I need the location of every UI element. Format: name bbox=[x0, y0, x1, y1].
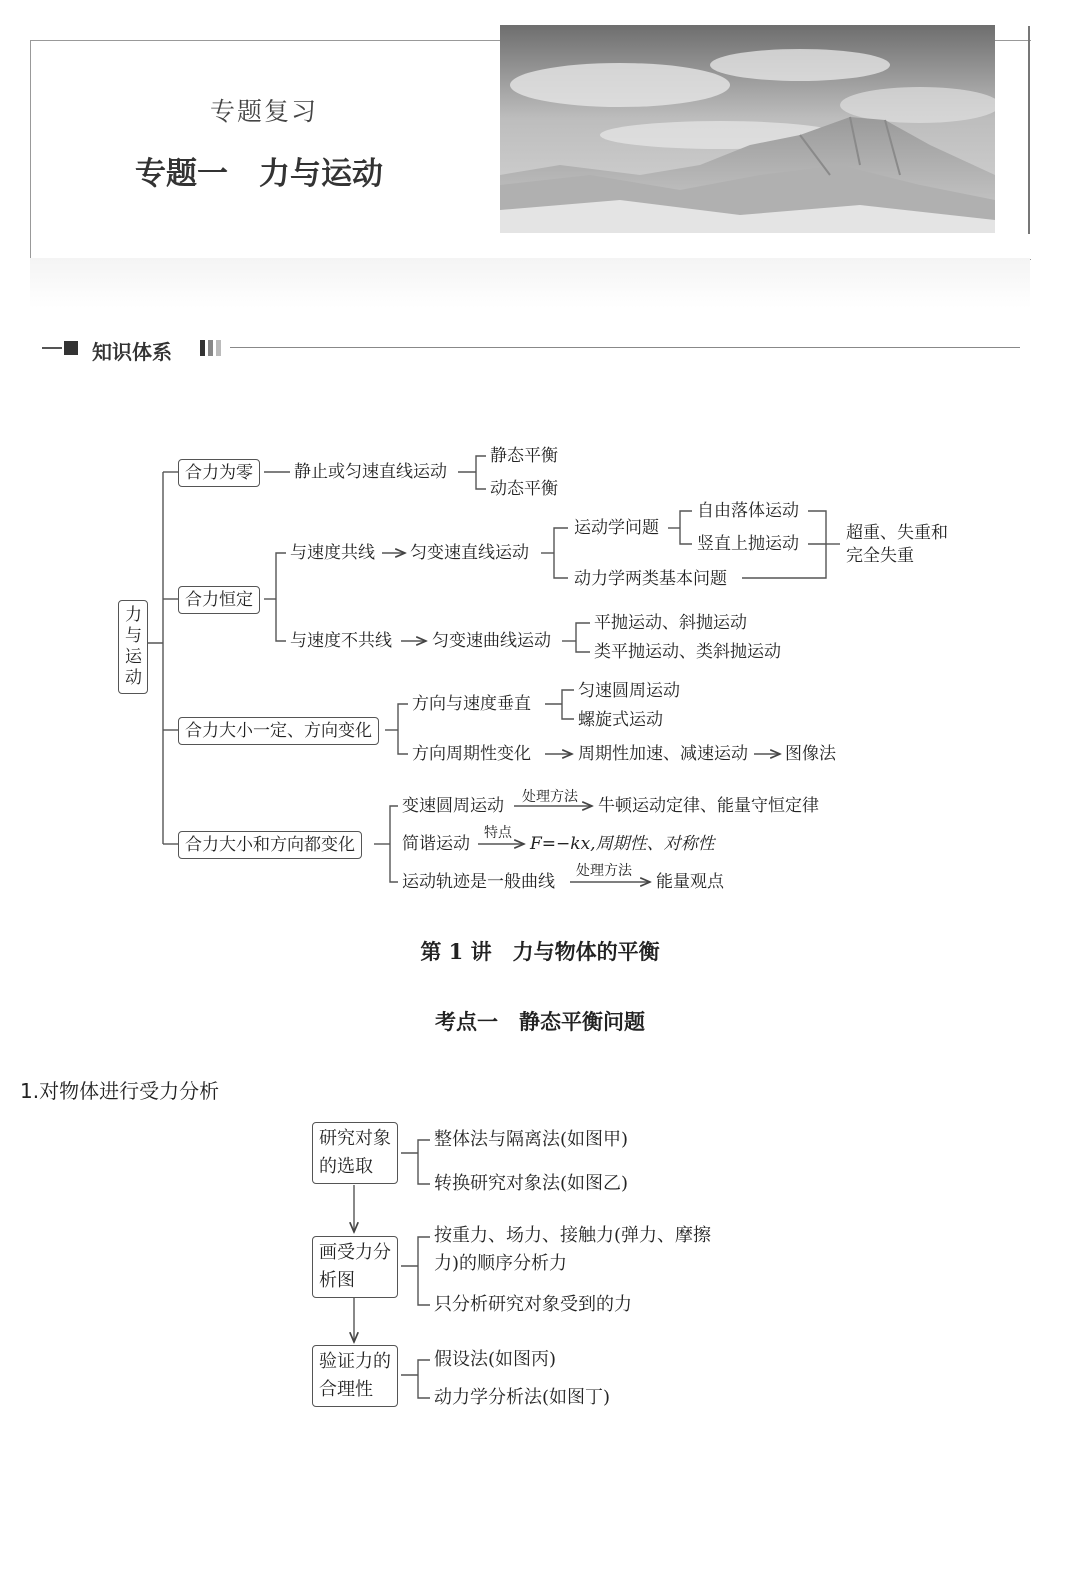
node-general-curve-trajectory: 运动轨迹是一般曲线 bbox=[402, 872, 555, 892]
node-hooke-periodic-symmetric: F=−kx,周期性、对称性 bbox=[530, 834, 715, 854]
node-kinematics-problem: 运动学问题 bbox=[574, 518, 659, 538]
point-heading: 1.对物体进行受力分析 bbox=[20, 1079, 220, 1103]
step-select-object: 研究对象的选取 bbox=[312, 1122, 398, 1184]
node-dynamics-two-problems: 动力学两类基本问题 bbox=[574, 569, 727, 589]
node-magnitude-fixed-direction-varies: 合力大小一定、方向变化 bbox=[178, 717, 379, 745]
node-uniform-accel-linear: 匀变速直线运动 bbox=[410, 543, 529, 563]
step3-dynamics-analysis: 动力学分析法(如图丁) bbox=[434, 1387, 611, 1408]
step2-only-received-forces: 只分析研究对象受到的力 bbox=[434, 1294, 632, 1315]
step1-transform-object: 转换研究对象法(如图乙) bbox=[434, 1173, 629, 1194]
node-static-or-uniform-motion: 静止或匀速直线运动 bbox=[294, 462, 447, 482]
topic-title: 考点一 静态平衡问题 bbox=[435, 1009, 645, 1034]
step2-force-order-line1: 按重力、场力、接触力(弹力、摩擦 bbox=[434, 1225, 712, 1246]
node-magnitude-direction-vary: 合力大小和方向都变化 bbox=[178, 831, 362, 859]
step-verify-forces: 验证力的合理性 bbox=[312, 1345, 398, 1407]
node-dynamic-equilibrium: 动态平衡 bbox=[490, 479, 558, 499]
node-collinear: 与速度共线 bbox=[290, 543, 375, 563]
node-nonuniform-circular: 变速圆周运动 bbox=[402, 796, 504, 816]
lecture-title: 第 1 讲 力与物体的平衡 bbox=[420, 939, 660, 964]
node-projectile-motion: 平抛运动、斜抛运动 bbox=[594, 613, 747, 633]
node-periodic-accel-decel: 周期性加速、减速运动 bbox=[578, 744, 748, 764]
arrow-label-method-2: 处理方法 bbox=[576, 863, 632, 879]
node-vertical-throw: 竖直上抛运动 bbox=[697, 534, 799, 554]
node-spiral-motion: 螺旋式运动 bbox=[578, 710, 663, 730]
node-static-equilibrium: 静态平衡 bbox=[490, 446, 558, 466]
step1-whole-isolate: 整体法与隔离法(如图甲) bbox=[434, 1129, 629, 1150]
step3-assumption-method: 假设法(如图丙) bbox=[434, 1349, 557, 1370]
node-graph-method: 图像法 bbox=[785, 744, 836, 764]
arrow-label-method-1: 处理方法 bbox=[522, 789, 578, 805]
banner-subtitle: 专题复习 bbox=[210, 97, 319, 126]
node-non-collinear: 与速度不共线 bbox=[290, 631, 392, 651]
mindmap-root: 力与运动 bbox=[118, 600, 148, 694]
node-simple-harmonic: 简谐运动 bbox=[402, 834, 470, 854]
banner-title: 专题一 力与运动 bbox=[135, 156, 383, 192]
step-draw-force-diagram: 画受力分析图 bbox=[312, 1236, 398, 1298]
node-overweight-weightless: 超重、失重和完全失重 bbox=[846, 523, 948, 566]
section-header: 知识体系 bbox=[92, 340, 172, 364]
node-quasi-projectile: 类平抛运动、类斜抛运动 bbox=[594, 642, 781, 662]
node-energy-viewpoint: 能量观点 bbox=[656, 872, 724, 892]
node-uniform-accel-curve: 匀变速曲线运动 bbox=[432, 631, 551, 651]
node-net-force-constant: 合力恒定 bbox=[178, 586, 260, 614]
node-uniform-circular: 匀速圆周运动 bbox=[578, 681, 680, 701]
node-newton-energy-laws: 牛顿运动定律、能量守恒定律 bbox=[598, 796, 819, 816]
step2-force-order-line2: 力)的顺序分析力 bbox=[434, 1253, 568, 1274]
node-net-force-zero: 合力为零 bbox=[178, 459, 260, 487]
node-perpendicular-to-velocity: 方向与速度垂直 bbox=[412, 694, 531, 714]
arrow-label-feature: 特点 bbox=[484, 825, 512, 841]
node-free-fall: 自由落体运动 bbox=[697, 501, 799, 521]
node-periodic-direction: 方向周期性变化 bbox=[412, 744, 531, 764]
